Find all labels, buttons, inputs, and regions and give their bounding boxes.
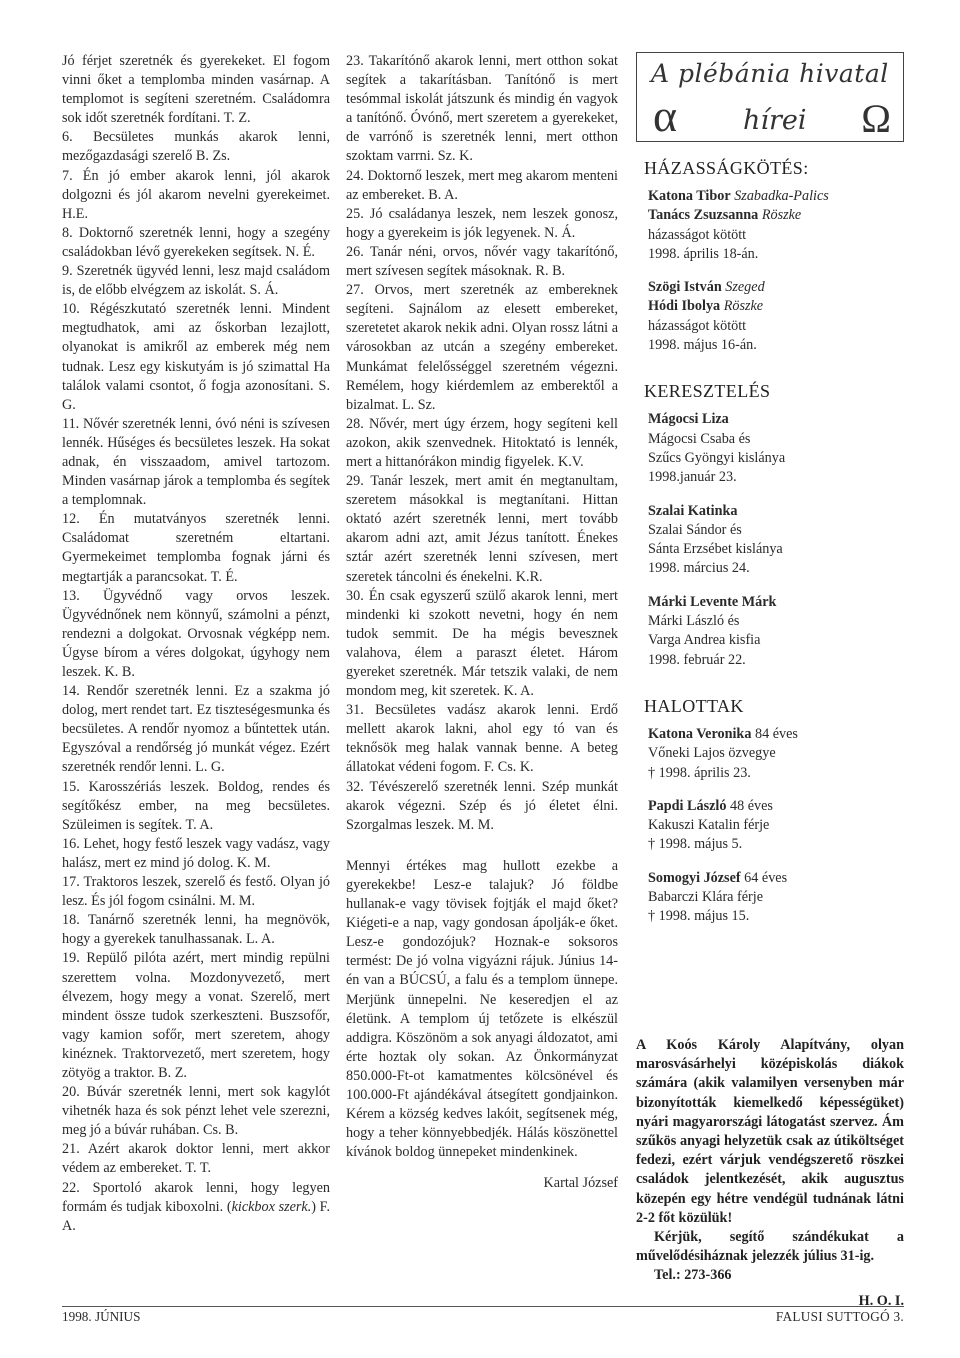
paragraph: 6. Becsületes munkás akarok lenni, mezőgazdasági szerelő B. Zs. xyxy=(62,129,330,165)
baptism-entry xyxy=(648,593,904,670)
paragraph-text: 22. Sportoló akarok lenni, hogy legyen formám és tudjak kiboxolni. ( xyxy=(62,1179,330,1215)
paragraph: 24. Doktornő leszek, mert meg akarom menteni az embereket. B. A. xyxy=(346,167,618,203)
footer-divider xyxy=(62,1306,904,1307)
paragraph-last xyxy=(62,1179,330,1236)
paragraph: Jó férjet szeretnék és gyerekeket. El fogom vinni őket a templomba minden vasárnap. A templomot is segíteni szeretném. Családomra sok időt szeretnék fordítani. T. Z. xyxy=(62,53,330,127)
paragraph: 32. Tévészerelő szeretnék lenni. Szép munkát akarok végezni. Szép és jó életet élni. Szorgalmas leszek. M. M. xyxy=(346,778,618,833)
footer-date: 1998. JÚNIUS xyxy=(62,1309,141,1324)
paragraph: 29. Tanár leszek, mert amit én megtanultam, szeretem másokkal is megtanítani. Hittan oktató azért szeretnék lenni, mert tovább akarom adni azt, amit Jézus tanított. Énekes sztár azért szeretnék lenni szívesen, mert szeretek táncolni és énekelni. K.R. xyxy=(346,473,618,585)
foundation-appeal xyxy=(636,1036,904,1311)
parish-news-box xyxy=(636,52,904,941)
parent-father: Mágocsi Csaba és xyxy=(648,430,751,447)
paragraph: 28. Nővér, mert úgy érzem, hogy segíteni kell azokon, akik szenvednek. Hitoktató is lennék, mert a hittanórákon mindig figyelek. K.V. xyxy=(346,415,618,470)
paragraph: 27. Orvos, mert szeretnék az embereknek segíteni. Sajnálom az elesett embereket, szeretetet akarok nekik adni. Olyan rossz látni a városokban az utcán a szegény embereket. Munkámat felelősséggel szeretném végezni. Remélem, hogy kiérdemlem az emberektől a bizalmat. L. Sz. xyxy=(346,282,618,413)
omega-symbol: Ω xyxy=(861,96,891,141)
paragraph: 12. Én mutatványos szeretnék lenni. Családomat szeretném eltartani. Gyermekeimet templomba fognak járni és megtartják a parancsokat. T. É. xyxy=(62,511,330,585)
marriage-entry xyxy=(648,187,904,264)
paragraph: 21. Azért akarok doktor lenni, mert akkor védem az embereket. T. T. xyxy=(62,1141,330,1177)
bride-name: Hódi Ibolya xyxy=(648,298,721,315)
paragraph: 14. Rendőr szeretnék lenni. Ez a szakma jó dolog, mert rendet tart. Ez tiszteségesmunka és becsületes. A rendőr nyomoz a bűntettek után. Egyszóval a rendőrség jó munkát végez. Ezért szeretnék rendőr lenni. L. G. xyxy=(62,683,330,776)
paragraph: 10. Régészkutató szeretnék lenni. Mindent megtudhatok, ami az őskorban lezajlott, olyanokat is amikről az emberek még nem tudnak. Lesz egy kiskutyám is jó szimattal Ha találok valami csontot, ő fogja azonosítani. S. G. xyxy=(62,301,330,413)
death-date: † 1998. május 5. xyxy=(648,836,743,853)
paragraph: 23. Takarítónő akarok lenni, mert otthon sokat segítek a takarításban. Tanítónő is mert tesómmal iskolát játszunk és mindig én vagyok a tanítónő. Óvónő, mert szeretem a gyerekeket, de varrónő is szeretnék lenni, mert otthon szoktam varrni. Sz. K. xyxy=(346,53,618,165)
child-name: Mágocsi Liza xyxy=(648,411,729,428)
paragraph: 31. Becsületes vadász akarok lenni. Erdő mellett akarok lakni, ahol egy tó van és teknősök meg halak vannak benne. A beteg állatokat védeni fogom. F. Cs. K. xyxy=(346,702,618,776)
marriage-note: házasságot kötött xyxy=(648,317,747,334)
paragraph: 17. Traktoros leszek, szerelő és festő. Olyan jó lesz. És jól fogom csinálni. M. M. xyxy=(62,874,330,910)
signature: Kartal József xyxy=(543,1175,618,1192)
deceased-age: 64 éves xyxy=(744,869,788,886)
bride-place: Röszke xyxy=(723,298,764,315)
baptism-heading: KERESZTELÉS xyxy=(644,381,771,402)
death-entry xyxy=(648,797,904,855)
paragraph: 20. Búvár szeretnék lenni, mert sok kagylót vihetnék haza és sok pénzt lehet vele szerezni, meg jó a búvár ruhában. Cs. B. xyxy=(62,1084,330,1139)
death-entry xyxy=(648,725,904,783)
deceased-age: 84 éves xyxy=(754,725,798,742)
child-name: Szalai Katinka xyxy=(648,502,738,519)
parent-mother: Szűcs Gyöngyi kislánya xyxy=(648,449,786,466)
column-left xyxy=(62,52,330,1236)
child-name: Márki Levente Márk xyxy=(648,593,777,610)
deaths-heading: HALOTTAK xyxy=(644,695,744,716)
marriage-date: 1998. április 18-án. xyxy=(648,245,759,262)
groom-name: Katona Tibor xyxy=(648,188,731,204)
deceased-relation: Kakuszi Katalin férje xyxy=(648,817,770,834)
baptism-date: 1998. február 22. xyxy=(648,651,746,668)
paragraph: 9. Szeretnék ügyvéd lenni, lesz majd családom is, de előbb elvégzem az iskolát. S. Á. xyxy=(62,263,330,299)
paragraph: 19. Repülő pilóta azért, mert mindig repülni szerettem volna. Mozdonyvezető, mert élvezem, hogy megy a vonat. Szerelő, mert mindent össze tudok szerkeszteni. Buszsofőr, vagy kamion sofőr, mert szeretem, ahogy kinéznek. Traktorvezető, mert szeretem, hogy zötyög a traktor. B. Z. xyxy=(62,950,330,1081)
parent-father: Márki László és xyxy=(648,613,740,630)
death-entry xyxy=(648,869,904,927)
paragraph: 7. Én jó ember akarok lenni, jól akarok dolgozni és jól akarom nevelni gyerekeimet. H.E. xyxy=(62,167,330,222)
deceased-relation: Babarczi Klára férje xyxy=(648,889,763,906)
death-date: † 1998. április 23. xyxy=(648,764,751,781)
paragraph: 18. Tanárnő szeretnék lenni, ha megnövök, hogy a gyerekek tanulhassanak. L. A. xyxy=(62,912,330,948)
parish-news-masthead xyxy=(636,52,904,142)
appeal-request: Kérjük, segítő szándékukat a művelődésiháznak jelezzék július 31-ig. xyxy=(636,1229,904,1265)
paragraph: 30. Én csak egyszerű szülő akarok lenni, mert mindenki ki szokott nevetni, hogy én nem tudok semmit. De ha mégis bevesznek valahova, élem a paraszt életet. Három gyereket szeretnék. Már tetszik valaki, de nem mondom meg, kit szeretek. K. A. xyxy=(346,587,618,700)
deceased-name: Katona Veronika xyxy=(648,725,752,742)
appeal-phone: Tel.: 273-366 xyxy=(654,1267,732,1284)
groom-place: Szabadka-Palics xyxy=(734,188,829,204)
paragraph: 8. Doktornő szeretnék lenni, hogy a szegény családokban lévő gyerekeken segítsek. N. É. xyxy=(62,224,330,260)
paragraph: 13. Ügyvédnő vagy orvos leszek. Ügyvédnőnek nem könnyű, számolni a pénzt, rendezni a dolgokat. Orvosnak végképp nem. Úgyse bírom a véres dolgokat, úgyhogy nem leszek. K. B. xyxy=(62,587,330,680)
parent-mother: Varga Andrea kisfia xyxy=(648,632,761,649)
bride-place: Röszke xyxy=(761,207,802,224)
deceased-age: 48 éves xyxy=(730,797,773,814)
deceased-name: Somogyi József xyxy=(648,869,741,886)
appeal-text: A Koós Károly Alapítvány, olyan marosvásárhelyi középiskolás diákok számára (akik valamilyen versenyben már bizonyították kiemelkedő képességüket) nyári magyarországi látogatást szervez. Ám szűkös anyagi helyzetük csak az útiköltséget fedezi, ezért várjuk vendégszerető röszkei családok jelentkezését, akik augusztus közepén egy hétre vendégül tudnának látni 2-2 főt közülük! xyxy=(636,1037,904,1226)
groom-place: Szeged xyxy=(725,279,765,296)
paragraph: 16. Lehet, hogy festő leszek vagy vadász, vagy halász, mert ez mind jó dolog. K. M. xyxy=(62,835,330,871)
closing-paragraph: Mennyi értékes mag hullott ezekbe a gyerekekbe! Lesz-e talajuk? Jó földbe hullanak-e vagy tövisek fojtják el majd őket? Kiégeti-e a nap, vagy gondosan ápolják-e őket. Lesz-e gondozójuk? Hoznak-e soksoros termést: De jó volna vigyázni rájuk. Június 14-én van a BÚCSÚ, a falu és a templom ünnepe. Merjünk ünnepelni. Ne keseredjen el az életünk. A templom új tetőzete is elkészül addigra. Köszönöm a sok anyagi áldozatot, ami érte hoztak oly sokan. Az Önkormányzat 850.000-Ft-ot kamatmentes kölcsönével és 100.000-Ft ajándékával átsegített gondjainkon. Kérem a község kedves lakóit, segítsenek még, hogy a teher könnyebbedjék. Hálás köszönettel kívánok boldog ünnepeket mindenkinek. xyxy=(346,857,618,1161)
editor-note: kickbox szerk. xyxy=(231,1198,312,1215)
appeal-signature: H. O. I. xyxy=(858,1292,904,1309)
column-middle xyxy=(346,52,618,1193)
bride-name: Tanács Zsuzsanna xyxy=(648,207,759,224)
parent-mother: Sánta Erzsébet kislánya xyxy=(648,541,783,558)
death-date: † 1998. május 15. xyxy=(648,908,750,925)
marriage-heading: HÁZASSÁGKÖTÉS: xyxy=(644,158,809,178)
paragraph-end: ) F. A. xyxy=(62,1198,330,1234)
marriage-entry xyxy=(648,278,904,355)
marriage-note: házasságot kötött xyxy=(648,226,747,243)
baptism-date: 1998. március 24. xyxy=(648,560,750,577)
deceased-relation: Vőneki Lajos özvegye xyxy=(648,745,776,762)
deceased-name: Papdi László xyxy=(648,797,727,814)
paragraph: 15. Karosszériás leszek. Boldog, rendes és segítőkész ember, na meg becsületes. Szüleimen is segítek. T. A. xyxy=(62,778,330,833)
parent-father: Szalai Sándor és xyxy=(648,521,742,538)
masthead-subtitle: hírei xyxy=(743,105,807,136)
baptism-entry xyxy=(648,502,904,579)
baptism-entry xyxy=(648,410,904,487)
groom-name: Szögi István xyxy=(648,279,722,296)
masthead-title: A plébánia hivatal xyxy=(651,59,889,88)
paragraph: 25. Jó családanya leszek, nem leszek gonosz, hogy a gyerekeim is jók legyenek. N. Á. xyxy=(346,205,618,241)
paragraph: 11. Nővér szeretnék lenni, óvó néni is szívesen lennék. Hűséges és becsületes leszek. Ha sokat adnak, én visszaadom, amivel tartozom. Minden vasárnap járok a templomba és segítek a templomnak. xyxy=(62,415,330,509)
footer-publication: FALUSI SUTTOGÓ 3. xyxy=(775,1309,904,1324)
baptism-date: 1998.január 23. xyxy=(648,469,737,486)
marriage-date: 1998. május 16-án. xyxy=(648,337,757,354)
alpha-symbol: α xyxy=(653,90,678,141)
paragraph: 26. Tanár néni, orvos, nővér vagy takarítónő, mert szívesen segítek másoknak. R. B. xyxy=(346,243,618,280)
